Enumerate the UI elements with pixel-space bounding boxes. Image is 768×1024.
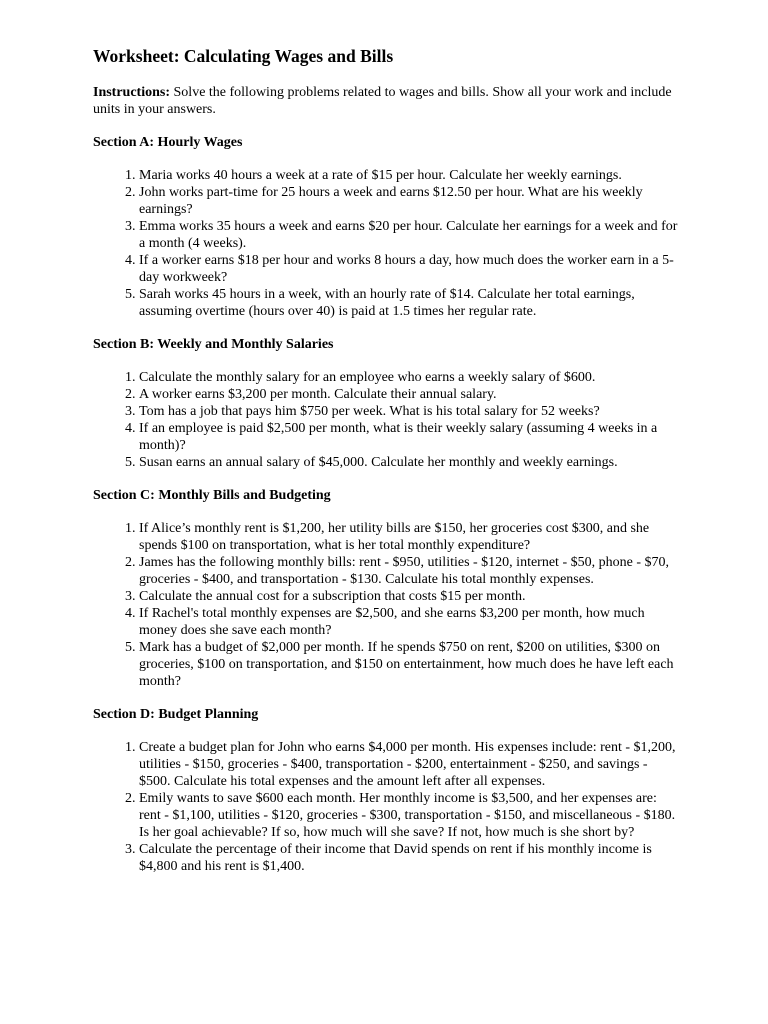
section-b-heading: Section B: Weekly and Monthly Salaries bbox=[93, 337, 334, 352]
question-a1: 1. Maria works 40 hours a week at a rate of $15 per hour. Calculate her weekly earnings. bbox=[139, 167, 682, 184]
question-b2: 2. A worker earns $3,200 per month. Calculate their annual salary. bbox=[139, 386, 682, 403]
question-a3: 3. Emma works 35 hours a week and earns $20 per hour. Calculate her earnings for a week and for a month (4 weeks). bbox=[139, 218, 682, 252]
section-a-questions bbox=[93, 167, 682, 320]
question-b5: 5. Susan earns an annual salary of $45,000. Calculate her monthly and weekly earnings. bbox=[139, 454, 682, 471]
section-c-questions bbox=[93, 520, 682, 690]
question-b4: 4. If an employee is paid $2,500 per month, what is their weekly salary (assuming 4 weeks in a month)? bbox=[139, 420, 682, 454]
instructions bbox=[93, 84, 682, 118]
worksheet-title: Worksheet: Calculating Wages and Bills bbox=[93, 46, 394, 66]
question-c4: 4. If Rachel's total monthly expenses are $2,500, and she earns $3,200 per month, how much money does she save each month? bbox=[139, 605, 682, 639]
section-d-heading: Section D: Budget Planning bbox=[93, 707, 259, 722]
question-d2: 2. Emily wants to save $600 each month. Her monthly income is $3,500, and her expenses are: rent - $1,100, utilities - $120, groceries - $300, transportation - $150, and miscellaneous - $180. Is her goal achievable? If so, how much will she save? If not, how much is she short by? bbox=[139, 790, 682, 841]
instructions-text: Solve the following problems related to wages and bills. Show all your work and include units in your answers. bbox=[93, 85, 672, 117]
section-c-heading: Section C: Monthly Bills and Budgeting bbox=[93, 488, 331, 503]
question-a2: 2. John works part-time for 25 hours a week and earns $12.50 per hour. What are his weekly earnings? bbox=[139, 184, 682, 218]
section-a-heading: Section A: Hourly Wages bbox=[93, 135, 243, 150]
question-c5: 5. Mark has a budget of $2,000 per month. If he spends $750 on rent, $200 on utilities, $300 on groceries, $100 on transportation, and $150 on entertainment, how much does he have left each month? bbox=[139, 639, 682, 690]
question-c3: 3. Calculate the annual cost for a subscription that costs $15 per month. bbox=[139, 588, 682, 605]
question-d3: 3. Calculate the percentage of their income that David spends on rent if his monthly income is $4,800 and his rent is $1,400. bbox=[139, 841, 682, 875]
question-c2: 2. James has the following monthly bills: rent - $950, utilities - $120, internet - $50, phone - $70, groceries - $400, and transportation - $130. Calculate his total monthly expenses. bbox=[139, 554, 682, 588]
question-b1: 1. Calculate the monthly salary for an employee who earns a weekly salary of $600. bbox=[139, 369, 682, 386]
question-d1: 1. Create a budget plan for John who earns $4,000 per month. His expenses include: rent - $1,200, utilities - $150, groceries - $400, transportation - $200, entertainment - $250, and savings - $500. Calculate his total expenses and the amount left after all expenses. bbox=[139, 739, 682, 790]
question-c1: 1. If Alice’s monthly rent is $1,200, her utility bills are $150, her groceries cost $300, and she spends $100 on transportation, what is her total monthly expenditure? bbox=[139, 520, 682, 554]
question-a4: 4. If a worker earns $18 per hour and works 8 hours a day, how much does the worker earn in a 5-day workweek? bbox=[139, 252, 682, 286]
question-a5: 5. Sarah works 45 hours in a week, with an hourly rate of $14. Calculate her total earnings, assuming overtime (hours over 40) is paid at 1.5 times her regular rate. bbox=[139, 286, 682, 320]
instructions-label: Instructions: bbox=[93, 85, 171, 100]
section-d-questions bbox=[93, 739, 682, 875]
section-b-questions bbox=[93, 369, 682, 471]
question-b3: 3. Tom has a job that pays him $750 per week. What is his total salary for 52 weeks? bbox=[139, 403, 682, 420]
